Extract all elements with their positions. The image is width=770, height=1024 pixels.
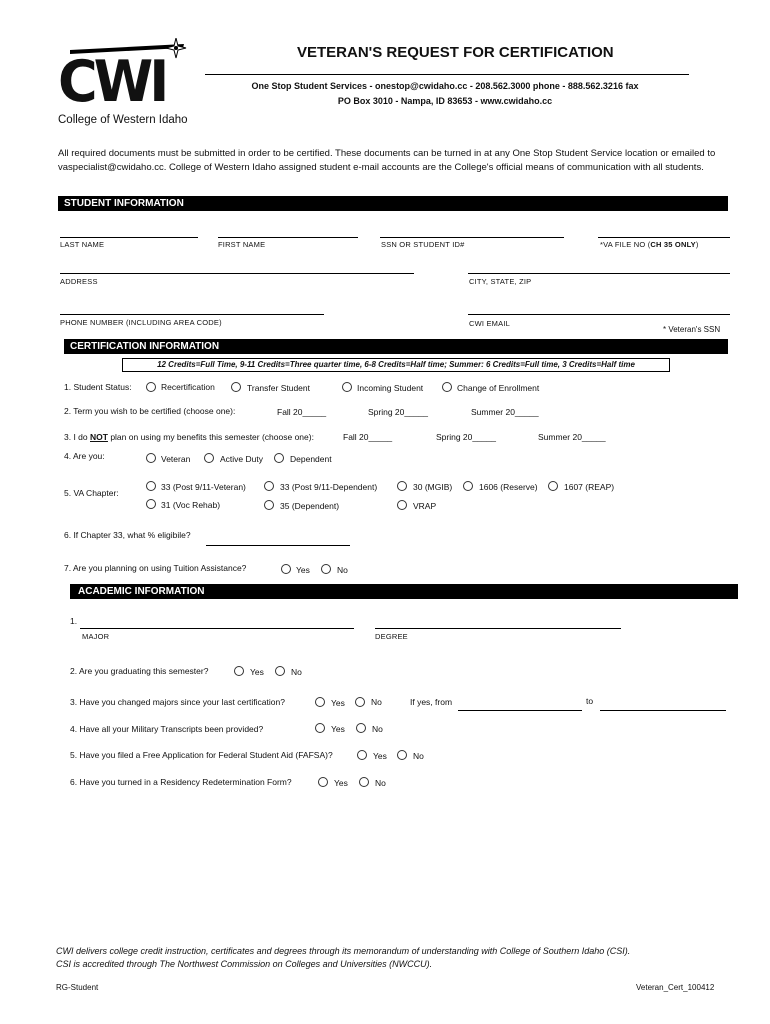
fafsa-no-radio[interactable] [397, 750, 407, 760]
transfer-student-label: Transfer Student [247, 383, 310, 393]
q2-label: 2. Term you wish to be certified (choose one): [64, 406, 236, 416]
academic-num1: 1. [70, 616, 78, 626]
footer-right: Veteran_Cert_100412 [636, 983, 715, 992]
ta-no-radio[interactable] [321, 564, 331, 574]
fafsa-no-label: No [413, 751, 424, 761]
dependent-label: Dependent [290, 454, 332, 464]
ch1606-label: 1606 (Reserve) [479, 482, 538, 492]
ch35-label: 35 (Dependent) [280, 501, 340, 511]
if-yes-from-label: If yes, from [410, 697, 453, 707]
vrap-radio[interactable] [397, 500, 407, 510]
changed-major-yes-radio[interactable] [315, 697, 325, 707]
q3-spring[interactable]: Spring 20_____ [436, 432, 497, 442]
changed-major-no-radio[interactable] [355, 697, 365, 707]
transfer-student-radio[interactable] [231, 382, 241, 392]
ch30-label: 30 (MGIB) [413, 482, 453, 492]
acad-q3-label: 3. Have you changed majors since your last certification? [70, 697, 285, 707]
q2-spring[interactable]: Spring 20_____ [368, 407, 429, 417]
certification-heading: CERTIFICATION INFORMATION [64, 339, 728, 354]
last-name-label: LAST NAME [60, 240, 105, 249]
academic-heading: ACADEMIC INFORMATION [70, 584, 738, 599]
major-field[interactable] [80, 628, 354, 629]
ch33-veteran-radio[interactable] [146, 481, 156, 491]
dependent-radio[interactable] [274, 453, 284, 463]
graduating-no-radio[interactable] [275, 666, 285, 676]
footer-line-1: CWI delivers college credit instruction, certificates and degrees through its memorandum of understanding with College of Southern Idaho (CSI). [56, 946, 631, 956]
graduating-yes-radio[interactable] [234, 666, 244, 676]
from-major-field[interactable] [458, 710, 582, 711]
logo-text: CWI [58, 48, 166, 115]
eligibility-field[interactable] [206, 545, 350, 546]
ch31-label: 31 (Voc Rehab) [161, 500, 221, 510]
incoming-student-label: Incoming Student [357, 383, 424, 393]
residency-no-label: No [375, 778, 386, 788]
graduating-yes-label: Yes [250, 667, 264, 677]
address-field[interactable] [60, 273, 414, 274]
q2-fall[interactable]: Fall 20_____ [277, 407, 327, 417]
contact-line-1: One Stop Student Services - onestop@cwidaho.cc - 208.562.3000 phone - 888.562.3216 fax [251, 81, 639, 91]
address-label: ADDRESS [60, 277, 98, 286]
residency-yes-label: Yes [334, 778, 348, 788]
email-field[interactable] [468, 314, 730, 315]
q1-label: 1. Student Status: [64, 382, 132, 392]
ch31-radio[interactable] [146, 499, 156, 509]
footer-line-2: CSI is accredited through The Northwest Commission on Colleges and Universities (NWCCU). [56, 959, 433, 969]
major-label: MAJOR [82, 632, 110, 641]
phone-field[interactable] [60, 314, 324, 315]
active-duty-label: Active Duty [220, 454, 263, 464]
q7-label: 7. Are you planning on using Tuition Assistance? [64, 563, 247, 573]
first-name-label: FIRST NAME [218, 240, 266, 249]
acad-q6-label: 6. Have you turned in a Residency Redetermination Form? [70, 777, 292, 787]
q5-label: 5. VA Chapter: [64, 488, 119, 498]
ch30-radio[interactable] [397, 481, 407, 491]
contact-line-2: PO Box 3010 - Nampa, ID 83653 - www.cwidaho.cc [337, 96, 553, 106]
changed-major-no-label: No [371, 697, 382, 707]
header-divider [205, 74, 689, 75]
ta-yes-radio[interactable] [281, 564, 291, 574]
va-file-field[interactable] [598, 237, 730, 238]
q3-fall[interactable]: Fall 20_____ [343, 432, 393, 442]
fafsa-yes-radio[interactable] [357, 750, 367, 760]
footer-left: RG-Student [56, 983, 99, 992]
recertification-label: Recertification [161, 382, 215, 392]
cwi-logo [56, 38, 196, 130]
credits-note: 12 Credits=Full Time, 9-11 Credits=Three quarter time, 6-8 Credits=Half time; Summer: 6 Credits=Full time, 3 Credits=Half time [122, 358, 670, 372]
graduating-no-label: No [291, 667, 302, 677]
transcripts-yes-radio[interactable] [315, 723, 325, 733]
phone-label: PHONE NUMBER (INCLUDING AREA CODE) [60, 318, 222, 327]
va-file-label: *VA FILE NO (CH 35 ONLY) [600, 240, 699, 249]
transcripts-no-radio[interactable] [356, 723, 366, 733]
veteran-label: Veteran [161, 454, 191, 464]
ch33-dependent-label: 33 (Post 9/11-Dependent) [280, 482, 378, 492]
active-duty-radio[interactable] [204, 453, 214, 463]
residency-yes-radio[interactable] [318, 777, 328, 787]
degree-label: DEGREE [375, 632, 408, 641]
to-major-field[interactable] [600, 710, 726, 711]
veteran-radio[interactable] [146, 453, 156, 463]
student-info-heading: STUDENT INFORMATION [58, 196, 728, 211]
first-name-field[interactable] [218, 237, 358, 238]
to-label: to [586, 696, 594, 706]
email-label: CWI EMAIL [469, 319, 510, 328]
incoming-student-radio[interactable] [342, 382, 352, 392]
q2-summer[interactable]: Summer 20_____ [471, 407, 539, 417]
ch33-dependent-radio[interactable] [264, 481, 274, 491]
ch1607-label: 1607 (REAP) [564, 482, 615, 492]
ch1606-radio[interactable] [463, 481, 473, 491]
change-enrollment-radio[interactable] [442, 382, 452, 392]
ssn-label: SSN OR STUDENT ID# [381, 240, 465, 249]
changed-major-yes-label: Yes [331, 698, 345, 708]
ssn-note: * Veteran's SSN [663, 325, 721, 334]
q6-label: 6. If Chapter 33, what % eligibile? [64, 530, 191, 540]
vrap-label: VRAP [413, 501, 437, 511]
compass-star-icon [166, 38, 186, 58]
ta-no-label: No [337, 565, 348, 575]
logo-subtitle: College of Western Idaho [58, 114, 188, 126]
change-enrollment-label: Change of Enrollment [457, 383, 540, 393]
q3-summer[interactable]: Summer 20_____ [538, 432, 606, 442]
transcripts-no-label: No [372, 724, 383, 734]
acad-q5-label: 5. Have you filed a Free Application for Federal Student Aid (FAFSA)? [70, 750, 333, 760]
ta-yes-label: Yes [296, 565, 310, 575]
recertification-radio[interactable] [146, 382, 156, 392]
page-title: VETERAN'S REQUEST FOR CERTIFICATION [297, 44, 614, 61]
q3-label: 3. I do NOT plan on using my benefits this semester (choose one): [64, 432, 314, 442]
ssn-field[interactable] [380, 237, 564, 238]
residency-no-radio[interactable] [359, 777, 369, 787]
ch1607-radio[interactable] [548, 481, 558, 491]
ch33-veteran-label: 33 (Post 9/11-Veteran) [161, 482, 246, 492]
degree-field[interactable] [375, 628, 621, 629]
fafsa-yes-label: Yes [373, 751, 387, 761]
intro-text: All required documents must be submitted in order to be certified. These documents can be turned in at any One Stop Student Service location or emailed to vaspecialist@cwidaho.cc. College of Western Idaho assigned student e-mail accounts are the College's official means of communication with all students. [58, 148, 716, 173]
city-label: CITY, STATE, ZIP [469, 277, 532, 286]
last-name-field[interactable] [60, 237, 198, 238]
q4-label: 4. Are you: [64, 451, 105, 461]
ch35-radio[interactable] [264, 500, 274, 510]
acad-q4-label: 4. Have all your Military Transcripts been provided? [70, 724, 264, 734]
city-field[interactable] [468, 273, 730, 274]
acad-q2-label: 2. Are you graduating this semester? [70, 666, 209, 676]
transcripts-yes-label: Yes [331, 724, 345, 734]
